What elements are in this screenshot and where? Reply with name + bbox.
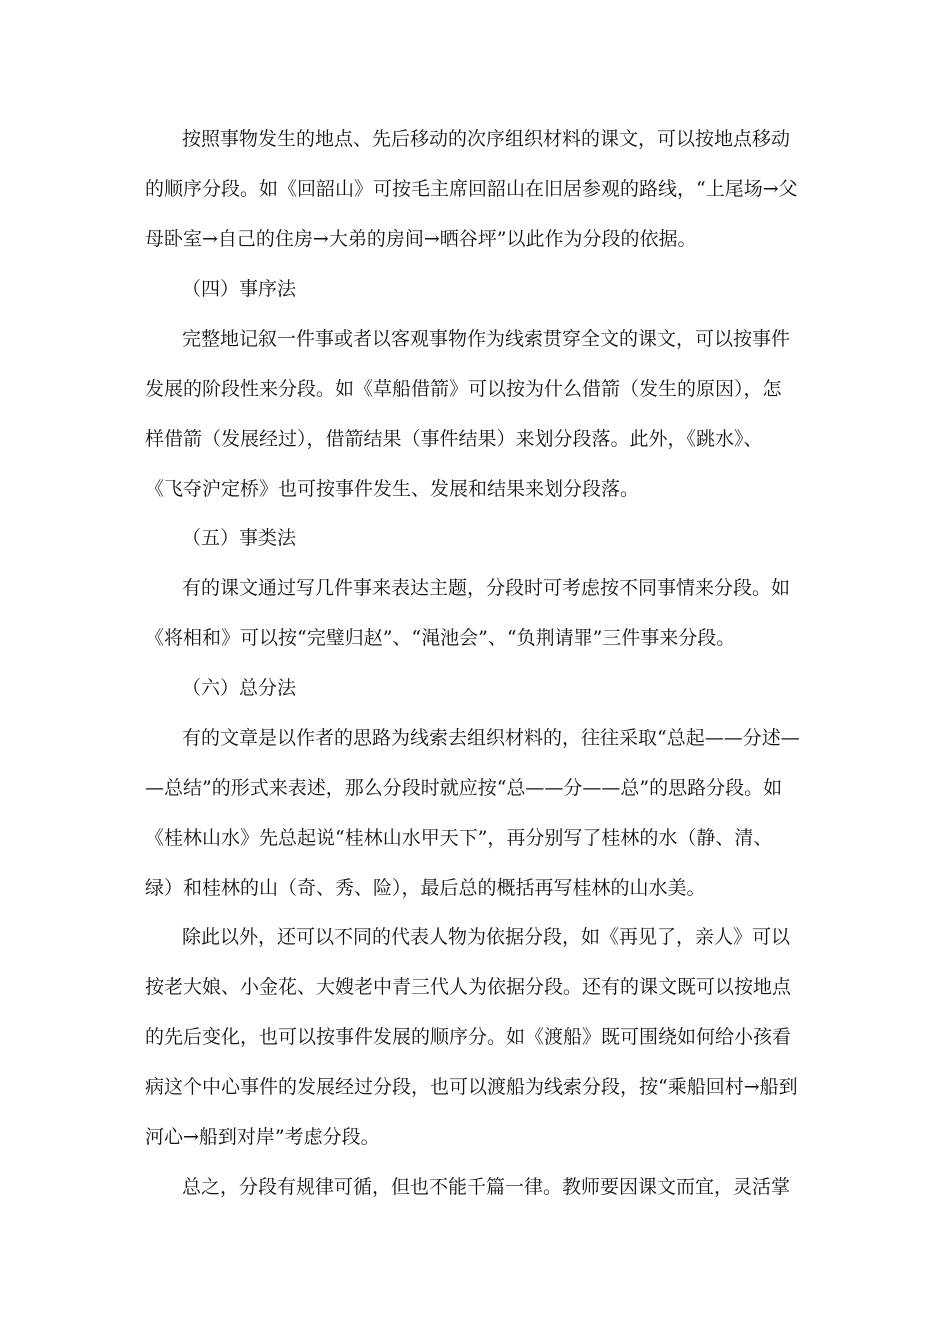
paragraph-line: 按老大娘、小金花、大嫂老中青三代人为依据分段。还有的课文既可以按地点 <box>145 976 792 998</box>
section-heading-6: （六）总分法 <box>182 677 297 699</box>
paragraph-line: 的顺序分段。如《回韶山》可按毛主席回韶山在旧居参观的路线，“上尾场→父 <box>145 178 798 200</box>
paragraph-line: 总之，分段有规律可循，但也不能千篇一律。教师要因课文而宜，灵活掌 <box>182 1176 791 1198</box>
paragraph-line: 除此以外，还可以不同的代表人物为依据分段，如《再见了，亲人》可以 <box>182 926 791 948</box>
section-heading-4: （四）事序法 <box>182 278 297 300</box>
paragraph-line: 按照事物发生的地点、先后移动的次序组织材料的课文，可以按地点移动 <box>182 128 791 150</box>
paragraph-line: 《将相和》可以按“完璧归赵”、“渑池会”、“负荆请罪”三件事来分段。 <box>145 627 736 649</box>
paragraph-line: —总结”的形式来表述，那么分段时就应按“总——分——总”的思路分段。如 <box>145 777 783 799</box>
paragraph-line: 完整地记叙一件事或者以客观事物作为线索贯穿全文的课文，可以按事件 <box>182 328 791 350</box>
paragraph-line: 有的文章是以作者的思路为线索去组织材料的，往往采取“总起——分述— <box>182 727 800 749</box>
paragraph-line: 的先后变化，也可以按事件发展的顺序分。如《渡船》既可围绕如何给小孩看 <box>145 1026 792 1048</box>
paragraph-line: 河心→船到对岸”考虑分段。 <box>145 1126 380 1148</box>
paragraph-line: 《飞夺沪定桥》也可按事件发生、发展和结果来划分段落。 <box>145 478 640 500</box>
paragraph-line: 发展的阶段性来分段。如《草船借箭》可以按为什么借箭（发生的原因），怎 <box>145 378 782 400</box>
paragraph-line: 有的课文通过写几件事来表达主题，分段时可考虑按不同事情来分段。如 <box>182 577 791 599</box>
paragraph-line: 《桂林山水》先总起说“桂林山水甲天下”，再分别写了桂林的水（静、清、 <box>145 827 773 849</box>
paragraph-line: 母卧室→自己的住房→大弟的房间→晒谷坪”以此作为分段的依据。 <box>145 228 697 250</box>
section-heading-5: （五）事类法 <box>182 527 297 549</box>
paragraph-line: 绿）和桂林的山（奇、秀、险），最后总的概括再写桂林的山水美。 <box>145 877 706 899</box>
paragraph-line: 样借箭（发展经过），借箭结果（事件结果）来划分段落。此外，《跳水》、 <box>145 428 763 450</box>
paragraph-line: 病这个中心事件的发展经过分段，也可以渡船为线索分段，按“乘船回村→船到 <box>145 1076 798 1098</box>
